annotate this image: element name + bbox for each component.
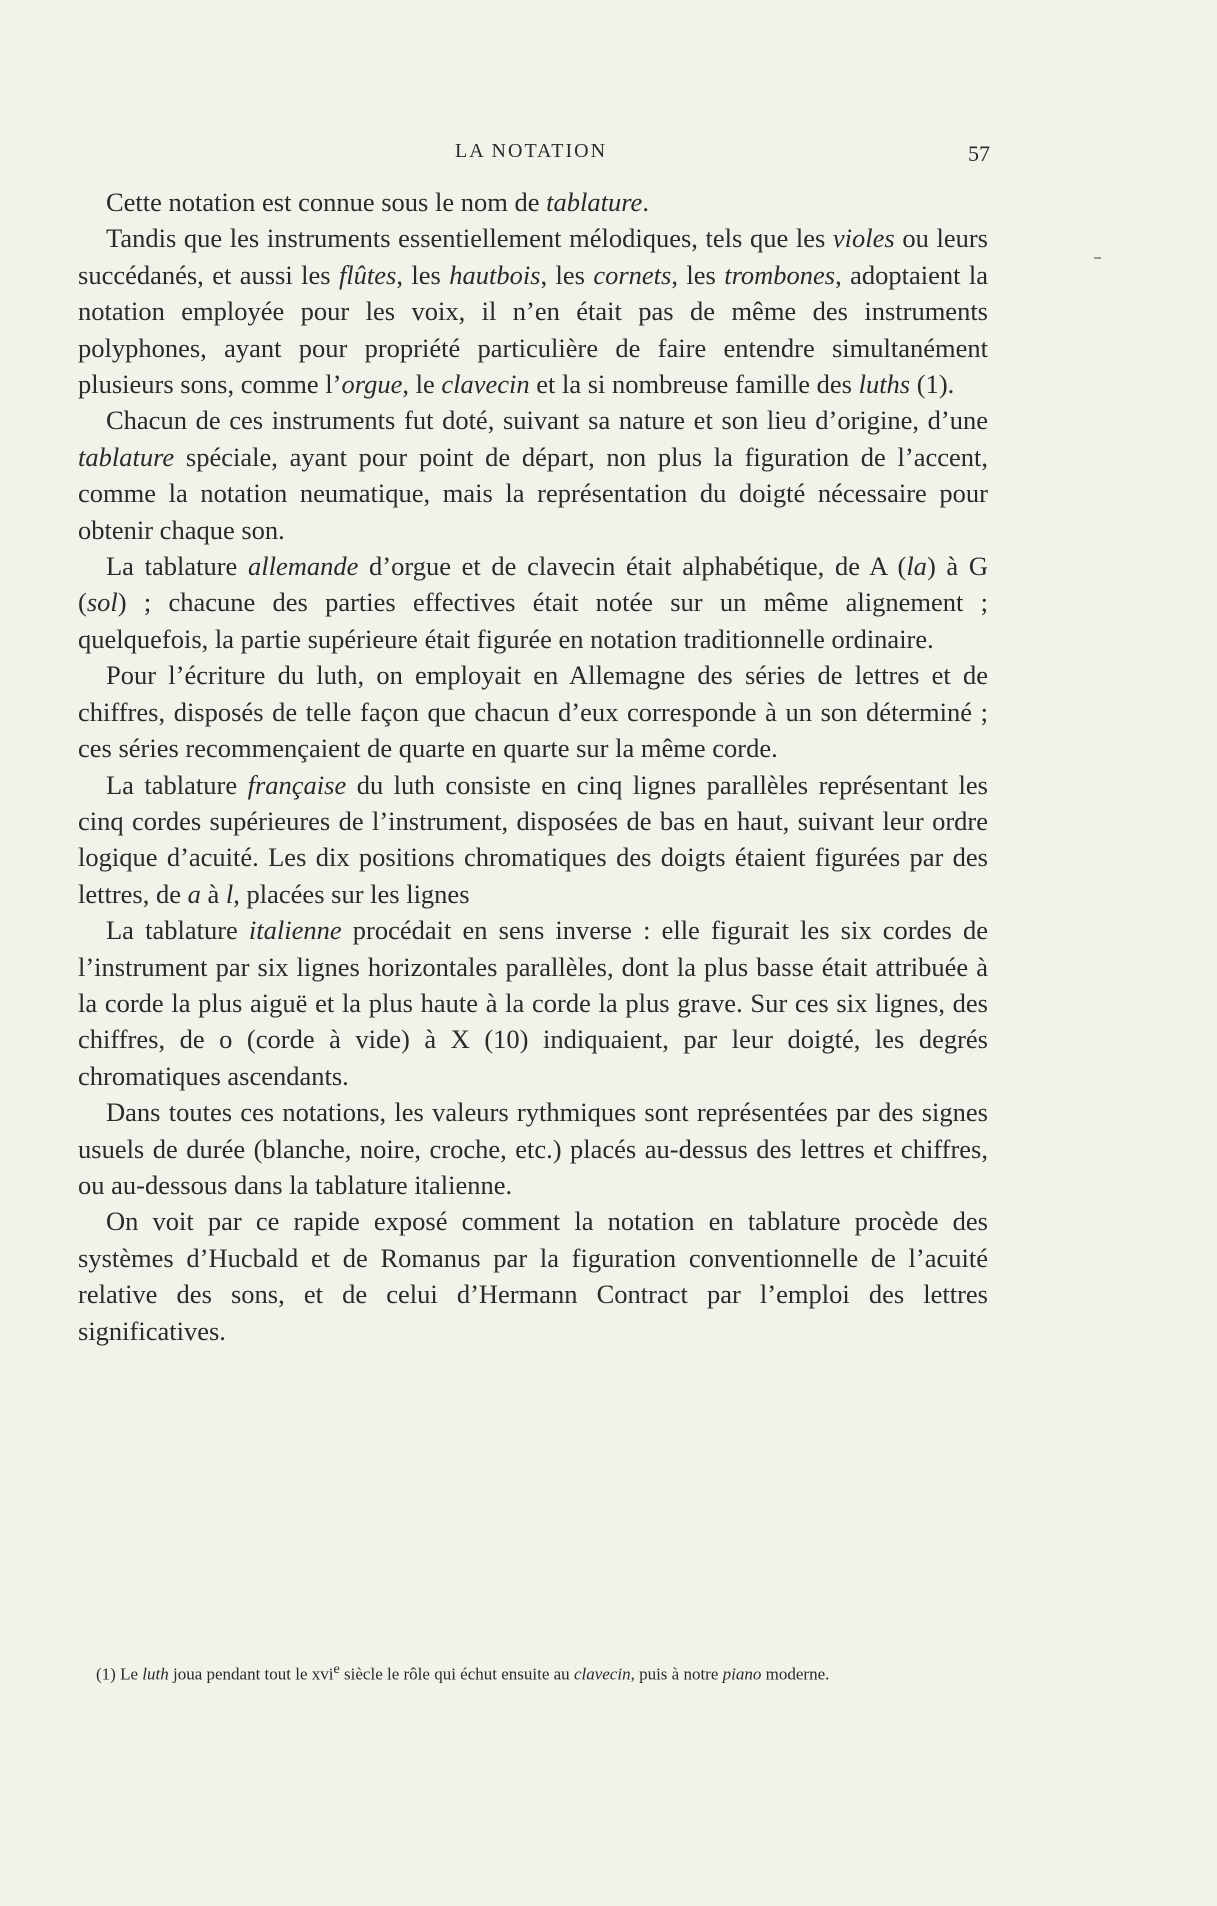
text-run: La tablature [106, 915, 249, 946]
italic-text: a [187, 878, 201, 909]
text-run: , le [402, 369, 442, 400]
italic-text: luths [858, 369, 911, 400]
running-head: LA NOTATION [455, 140, 608, 162]
footnote-text [78, 1656, 988, 1688]
italic-text: la [906, 551, 927, 582]
paragraph [78, 1094, 988, 1203]
text-run: et la si nombreuse famille des [529, 369, 859, 400]
text-run: , les [540, 259, 594, 290]
text-run: Pour l’écriture du luth, on employait en Allemagne des séries de lettres et de chiffres, disposés de telle façon que chacun d’eux corresponde à un son déterminé ; ces séries recommençaient de quarte en quarte sur la même corde. [78, 660, 988, 764]
italic-text: violes [832, 223, 895, 254]
text-run: (1). [910, 369, 955, 400]
italic-text: clavecin [573, 1664, 631, 1684]
footnote [78, 1656, 988, 1688]
text-run: moderne. [761, 1664, 830, 1684]
text-run: ) à G ( [78, 551, 988, 618]
text-run: siècle le rôle qui échut ensuite au [339, 1664, 574, 1684]
text-run: spéciale, ayant pour point de départ, non plus la figuration de l’accent, comme la notation neumatique, mais la représentation du doigté nécessaire pour obtenir chaque son. [78, 441, 988, 545]
text-run: Chacun de ces instruments fut doté, suivant sa nature et son lieu d’origine, d’une [106, 405, 988, 436]
text-run: à [200, 878, 226, 909]
italic-text: piano [722, 1664, 762, 1684]
italic-text: orgue [341, 369, 403, 400]
superscript-text: e [333, 1661, 340, 1677]
italic-text: sol [86, 587, 118, 618]
text-run: procédait en sens inverse : elle figurait les six cordes de l’instrument par six lignes horizontales parallèles, dont la plus basse était attribuée à la corde la plus aiguë et la plus haute à la corde la plus grave. Sur ces six lignes, des chiffres, de o (corde à vide) à X (10) indiquaient, par leur doigté, les degrés chromatiques ascendants. [78, 915, 989, 1091]
text-run: , les [671, 259, 725, 290]
italic-text: luth [142, 1664, 169, 1684]
text-run: ou leurs succédanés, et aussi les [78, 223, 988, 290]
text-run: Cette notation est connue sous le nom de [106, 187, 547, 217]
paragraph [78, 184, 988, 220]
text-run: . [642, 187, 649, 217]
italic-text: clavecin [441, 369, 530, 400]
main-text [78, 184, 988, 1349]
italic-text: l [225, 878, 234, 909]
page-number: 57 [968, 141, 990, 166]
text-run: La tablature [106, 551, 248, 582]
italic-text: cornets [593, 259, 672, 290]
italic-text: allemande [247, 551, 359, 582]
text-run: , placées sur les lignes [233, 878, 470, 909]
paragraph [78, 402, 988, 548]
text-run: On voit par ce rapide exposé comment la notation en tablature procède des systèmes d’Hucbald et de Romanus par la figuration conventionnelle de l’acuité relative des sons, et de celui d’Hermann Contract par l’emploi des lettres significatives. [78, 1206, 988, 1346]
text-run: du luth consiste en cinq lignes parallèles représentant les cinq cordes supérieures de l’instrument, disposées de bas en haut, suivant leur ordre logique d’acuité. Les dix positions chromatiques des doigts étaient figurées par des lettres, de [78, 769, 988, 909]
text-run: joua pendant tout le xvi [168, 1664, 334, 1684]
italic-text: tablature [546, 187, 643, 217]
italic-text: flûtes [338, 259, 397, 290]
paragraph [78, 657, 988, 766]
text-run: ) ; chacune des parties effectives était notée sur un même alignement ; quelquefois, la partie supérieure était figurée en notation traditionnelle ordinaire. [78, 587, 988, 654]
italic-text: hautbois [449, 259, 541, 290]
paragraph [78, 912, 988, 1094]
text-run: , les [396, 259, 450, 290]
paragraph [78, 548, 988, 657]
text-run: , adoptaient la notation employée pour les voix, il n’en était pas de même des instruments polyphones, ayant pour propriété particulière de faire entendre simultanément plusieurs sons, comme l’ [78, 259, 989, 400]
text-run: La tablature [106, 769, 248, 800]
italic-text: tablature [78, 441, 175, 472]
paragraph [78, 767, 988, 913]
text-run: d’orgue et de clavecin était alphabétique, de A ( [358, 551, 907, 582]
italic-text: italienne [248, 915, 342, 946]
text-run: Dans toutes ces notations, les valeurs rythmiques sont représentées par des signes usuels de durée (blanche, noire, croche, etc.) placés au-dessus des lettres et chiffres, ou au-dessous dans la tablature italienne. [78, 1097, 988, 1200]
text-run: Tandis que les instruments essentiellement mélodiques, tels que les [106, 223, 833, 254]
italic-text: française [247, 769, 347, 800]
text-run: , puis à notre [630, 1664, 723, 1684]
paragraph [78, 1203, 988, 1349]
text-run: (1) Le [96, 1664, 143, 1684]
paragraph [78, 220, 988, 402]
margin-mark [1094, 257, 1101, 259]
italic-text: trombones [724, 259, 836, 290]
